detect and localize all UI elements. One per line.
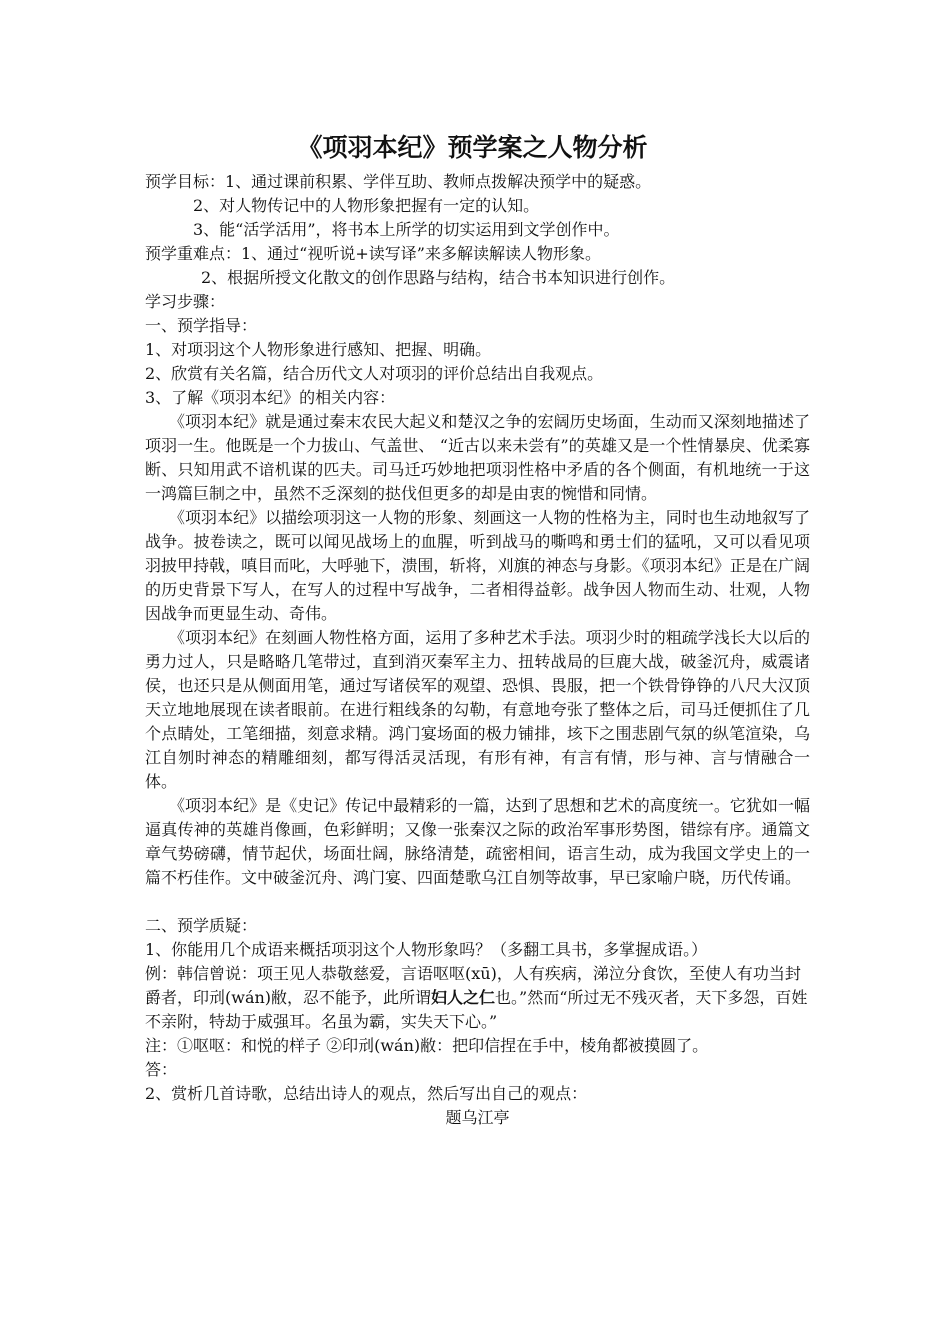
guide-item-2: 2、欣赏有关名篇，结合历代文人对项羽的评价总结出自我观点。	[145, 364, 604, 383]
guide-item-3: 3、了解《项羽本纪》的相关内容：	[145, 388, 396, 407]
body-paragraph-2: 《项羽本纪》以描绘项羽这一人物的形象、刻画这一人物的性格为主，同时也生动地叙写了战争。披卷读之，既可以闻见战场上的血腥，听到战马的嘶鸣和勇士们的猛吼，又可以看见项羽披甲持戟，嗔目而叱，大呼驰下，溃围，斩将，刈旗的神态与身影。《项羽本纪》正是在广阔的历史背景下写人，在写人的过程中写战争，二者相得益彰。战争因人物而生动、壮观，人物因战争而更显生动、奇伟。	[145, 508, 810, 623]
body-paragraph-4: 《项羽本纪》是《史记》传记中最精彩的一篇，达到了思想和艺术的高度统一。它犹如一幅逼真传神的英雄肖像画，色彩鲜明；又像一张秦汉之际的政治军事形势图，错综有序。通篇文章气势磅礴，情节起伏，场面壮阔，脉络清楚，疏密相间，语言生动，成为我国文学史上的一篇不朽佳作。文中破釜沉舟、鸿门宴、四面楚歌乌江自刎等故事，早已家喻户晓，历代传诵。	[145, 796, 810, 887]
example-paragraph	[145, 962, 810, 1034]
steps-heading: 学习步骤：	[145, 292, 226, 311]
example-emphasis: 妇人之仁	[431, 988, 496, 1007]
section-1-heading: 一、预学指导：	[145, 316, 258, 335]
document-title: 《项羽本纪》预学案之人物分析	[297, 133, 648, 162]
difficulty-line-1: 预学重难点：1、通过“视听说+读写译”来多解读解读人物形象。	[145, 244, 601, 263]
guide-item-1: 1、对项羽这个人物形象进行感知、把握、明确。	[145, 340, 492, 359]
example-text-start: 例：韩信曾说：项王见人恭敬慈爱，言语呕呕(xū)，人有疾病，涕泣分食饮，至使人有功当封爵者，印刓(wán)敝，忍不能予，此所谓	[145, 964, 801, 1007]
answer-label: 答：	[145, 1060, 178, 1079]
difficulty-line-2: 2、根据所授文化散文的创作思路与结构，结合书本知识进行创作。	[201, 268, 676, 287]
poem-title: 题乌江亭	[445, 1108, 510, 1127]
question-1: 1、你能用几个成语来概括项羽这个人物形象吗？（多翻工具书，多掌握成语。）	[145, 940, 708, 959]
goal-line-3: 3、能“活学活用”，将书本上所学的切实运用到文学创作中。	[193, 220, 620, 239]
body-paragraph-1: 《项羽本纪》就是通过秦末农民大起义和楚汉之争的宏阔历史场面，生动而又深刻地描述了项羽一生。他既是一个力拔山、气盖世、 “近古以来未尝有”的英雄又是一个性情暴戾、优柔寡断、只知用武不谙机谋的匹夫。司马迁巧妙地把项羽性格中矛盾的各个侧面，有机地统一于这一鸿篇巨制之中，虽然不乏深刻的挞伐但更多的却是由衷的惋惜和同情。	[145, 412, 810, 503]
goal-line-1: 预学目标：1、通过课前积累、学伴互助、教师点拨解决预学中的疑惑。	[145, 172, 652, 191]
section-2-heading: 二、预学质疑：	[145, 916, 258, 935]
annotation-note: 注：①呕呕：和悦的样子 ②印刓(wán)敝：把印信捏在手中，棱角都被摸圆了。	[145, 1036, 709, 1055]
example-text-end: 也。”然而“所过无不残灭者，天下多怨，百姓不亲附，特劫于威强耳。名虽为霸，实失天下心。”	[145, 988, 808, 1031]
goal-line-2: 2、对人物传记中的人物形象把握有一定的认知。	[193, 196, 540, 215]
question-2: 2、赏析几首诗歌，总结出诗人的观点，然后写出自己的观点：	[145, 1084, 588, 1103]
document-page	[145, 130, 810, 1130]
blank-line	[145, 890, 810, 914]
body-paragraph-3: 《项羽本纪》在刻画人物性格方面，运用了多种艺术手法。项羽少时的粗疏学浅长大以后的勇力过人，只是略略几笔带过，直到消灭秦军主力、扭转战局的巨鹿大战，破釜沉舟，威震诸侯，也还只是从侧面用笔，通过写诸侯军的观望、恐惧、畏服，把一个铁骨铮铮的八尺大汉顶天立地地展现在读者眼前。在进行粗线条的勾勒，有意地夸张了整体之后，司马迁便抓住了几个点睛处，工笔细描，刻意求精。鸿门宴场面的极力铺排，垓下之围悲剧气氛的纵笔渲染，乌江自刎时神态的精雕细刻，都写得活灵活现，有形有神，有言有情，形与神、言与情融合一体。	[145, 628, 810, 791]
